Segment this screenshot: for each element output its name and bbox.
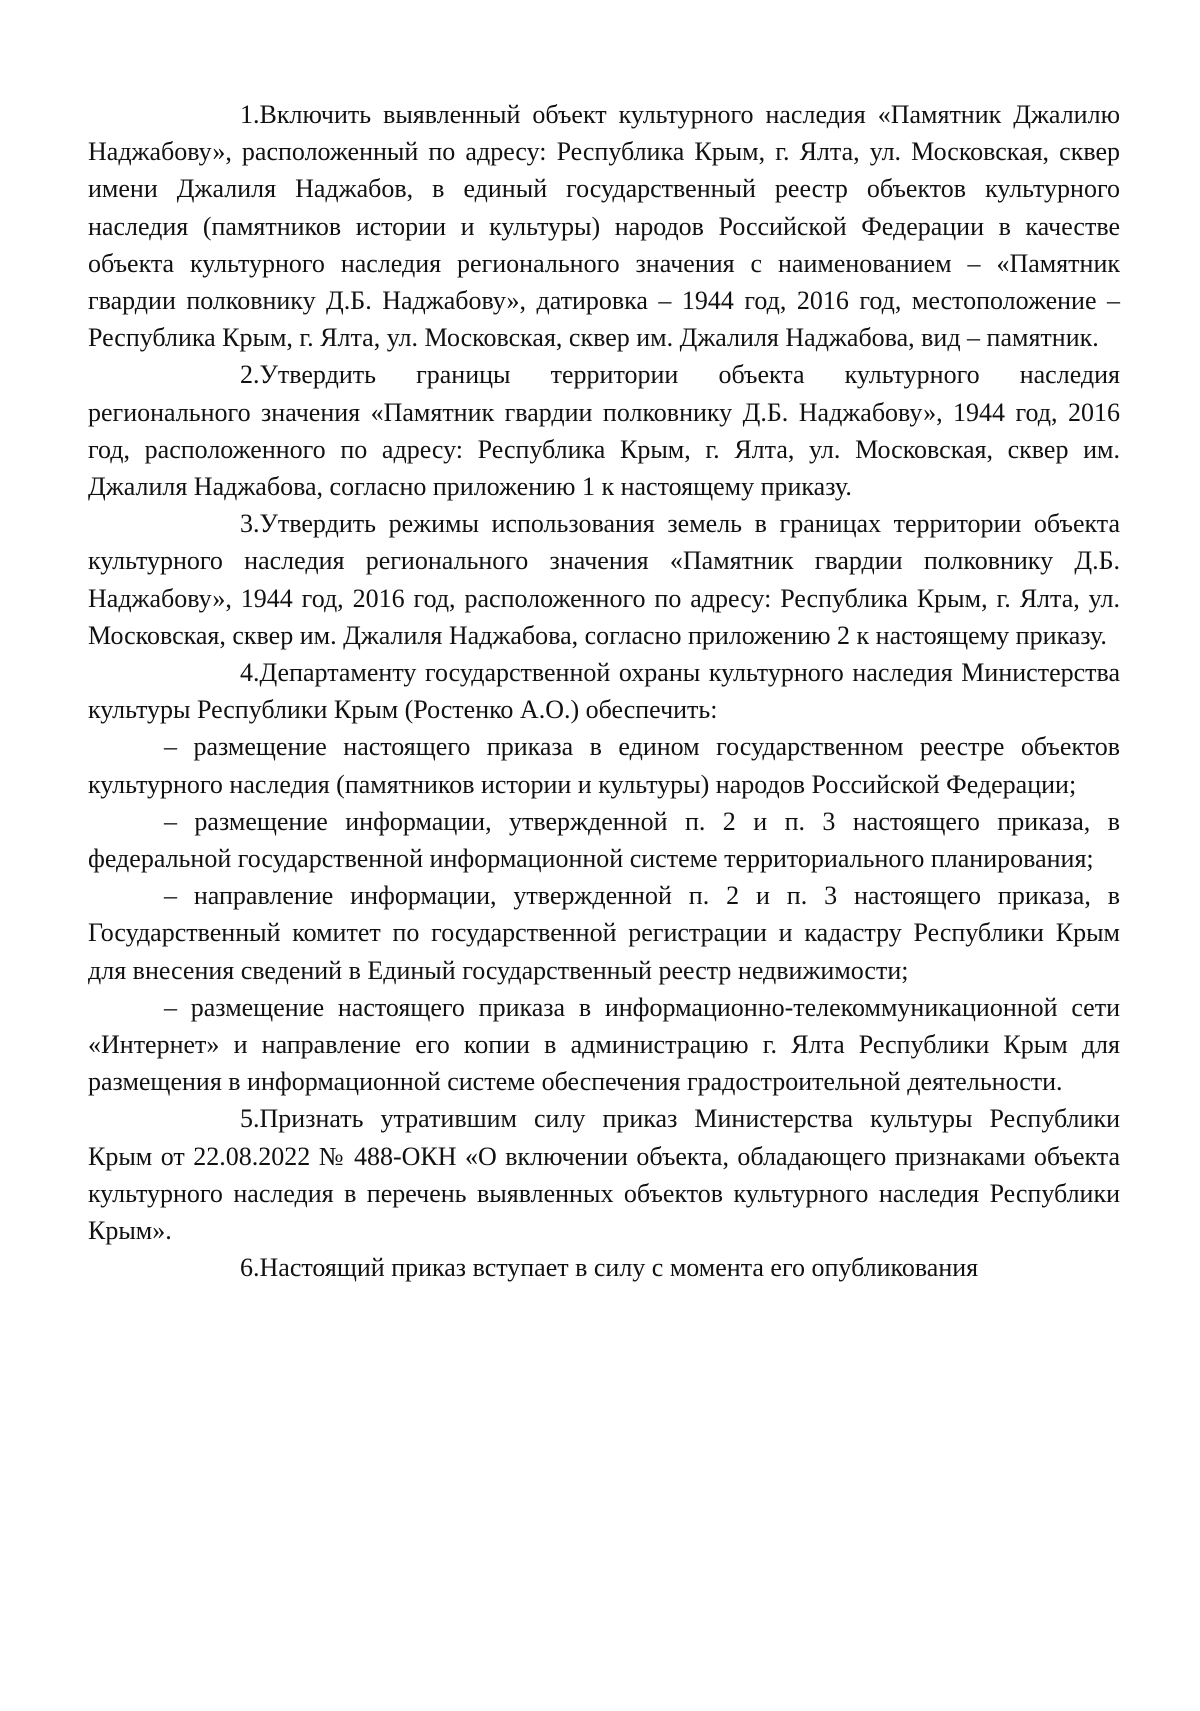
item-3-text: Утвердить режимы использования земель в границах территории объекта культурного наследия регионального значения «Памятник гвардии полковнику Д.Б. Наджабову», 1944 год, 2016 год, расположенного по адресу: Республика Крым, г. Ялта, ул. Московская, сквер им. Джалиля Наджабова, согласно приложению 2 к настоящему приказу. bbox=[88, 509, 1120, 650]
bullet-4: – размещение настоящего приказа в информационно-телекоммуникационной сети «Интернет» и направление его копии в администрацию г. Ялта Республики Крым для размещения в информационной системе обеспечения градостроительной деятельности. bbox=[88, 992, 1120, 1097]
item-5-text: Признать утратившим силу приказ Министерства культуры Республики Крым от 22.08.2022 № 488-ОКН «О включении объекта, обладающего признаками объекта культурного наследия в перечень выявленных объектов культурного наследия Республики Крым». bbox=[88, 1104, 1120, 1246]
item-6-number: 6. bbox=[240, 1253, 260, 1283]
item-3-number: 3. bbox=[240, 509, 260, 539]
bullet-1: – размещение настоящего приказа в едином государственном реестре объектов культурного наследия (памятников истории и культуры) народов Российской Федерации; bbox=[88, 732, 1120, 799]
item-6-text: Настоящий приказ вступает в силу с момента его опубликования bbox=[259, 1253, 979, 1283]
item-1-text: Включить выявленный объект культурного наследия «Памятник Джалилю Наджабову», расположенный по адресу: Республика Крым, г. Ялта, ул. Московская, сквер имени Джалиля Наджабов, в единый государственный реестр объектов культурного наследия (памятников истории и культуры) народов Российской Федерации в качестве объекта культурного наследия регионального значения с наименованием – «Памятник гвардии полковнику Д.Б. Наджабову», датировка – 1944 год, 2016 год, местоположение – Республика Крым, г. Ялта, ул. Московская, сквер им. Джалиля Наджабова, вид – памятник. bbox=[88, 100, 1120, 353]
item-5-number: 5. bbox=[240, 1104, 260, 1134]
item-2-number: 2. bbox=[240, 360, 260, 390]
item-1-number: 1. bbox=[240, 100, 260, 129]
item-6 bbox=[88, 1249, 1120, 1286]
item-4 bbox=[88, 654, 1120, 728]
item-4-number: 4. bbox=[240, 658, 260, 688]
item-1 bbox=[88, 96, 1120, 356]
bullet-3: – направление информации, утвержденной п. 2 и п. 3 настоящего приказа, в Государственный комитет по государственной регистрации и кадастру Республики Крым для внесения сведений в Единый государственный реестр недвижимости; bbox=[88, 881, 1120, 985]
item-3 bbox=[88, 505, 1120, 654]
document-body bbox=[88, 96, 1120, 1287]
item-2 bbox=[88, 356, 1120, 505]
item-2-text: Утвердить границы территории объекта культурного наследия регионального значения «Памятник гвардии полковнику Д.Б. Наджабову», 1944 год, 2016 год, расположенного по адресу: Республика Крым, г. Ялта, ул. Московская, сквер им. Джалиля Наджабова, согласно приложению 1 к настоящему приказу. bbox=[88, 360, 1120, 502]
item-4-text: Департаменту государственной охраны культурного наследия Министерства культуры Республики Крым (Ростенко А.О.) обеспечить: bbox=[88, 658, 1120, 725]
bullet-2: – размещение информации, утвержденной п. 2 и п. 3 настоящего приказа, в федеральной государственной информационной системе территориального планирования; bbox=[88, 806, 1120, 874]
item-5 bbox=[88, 1100, 1120, 1249]
